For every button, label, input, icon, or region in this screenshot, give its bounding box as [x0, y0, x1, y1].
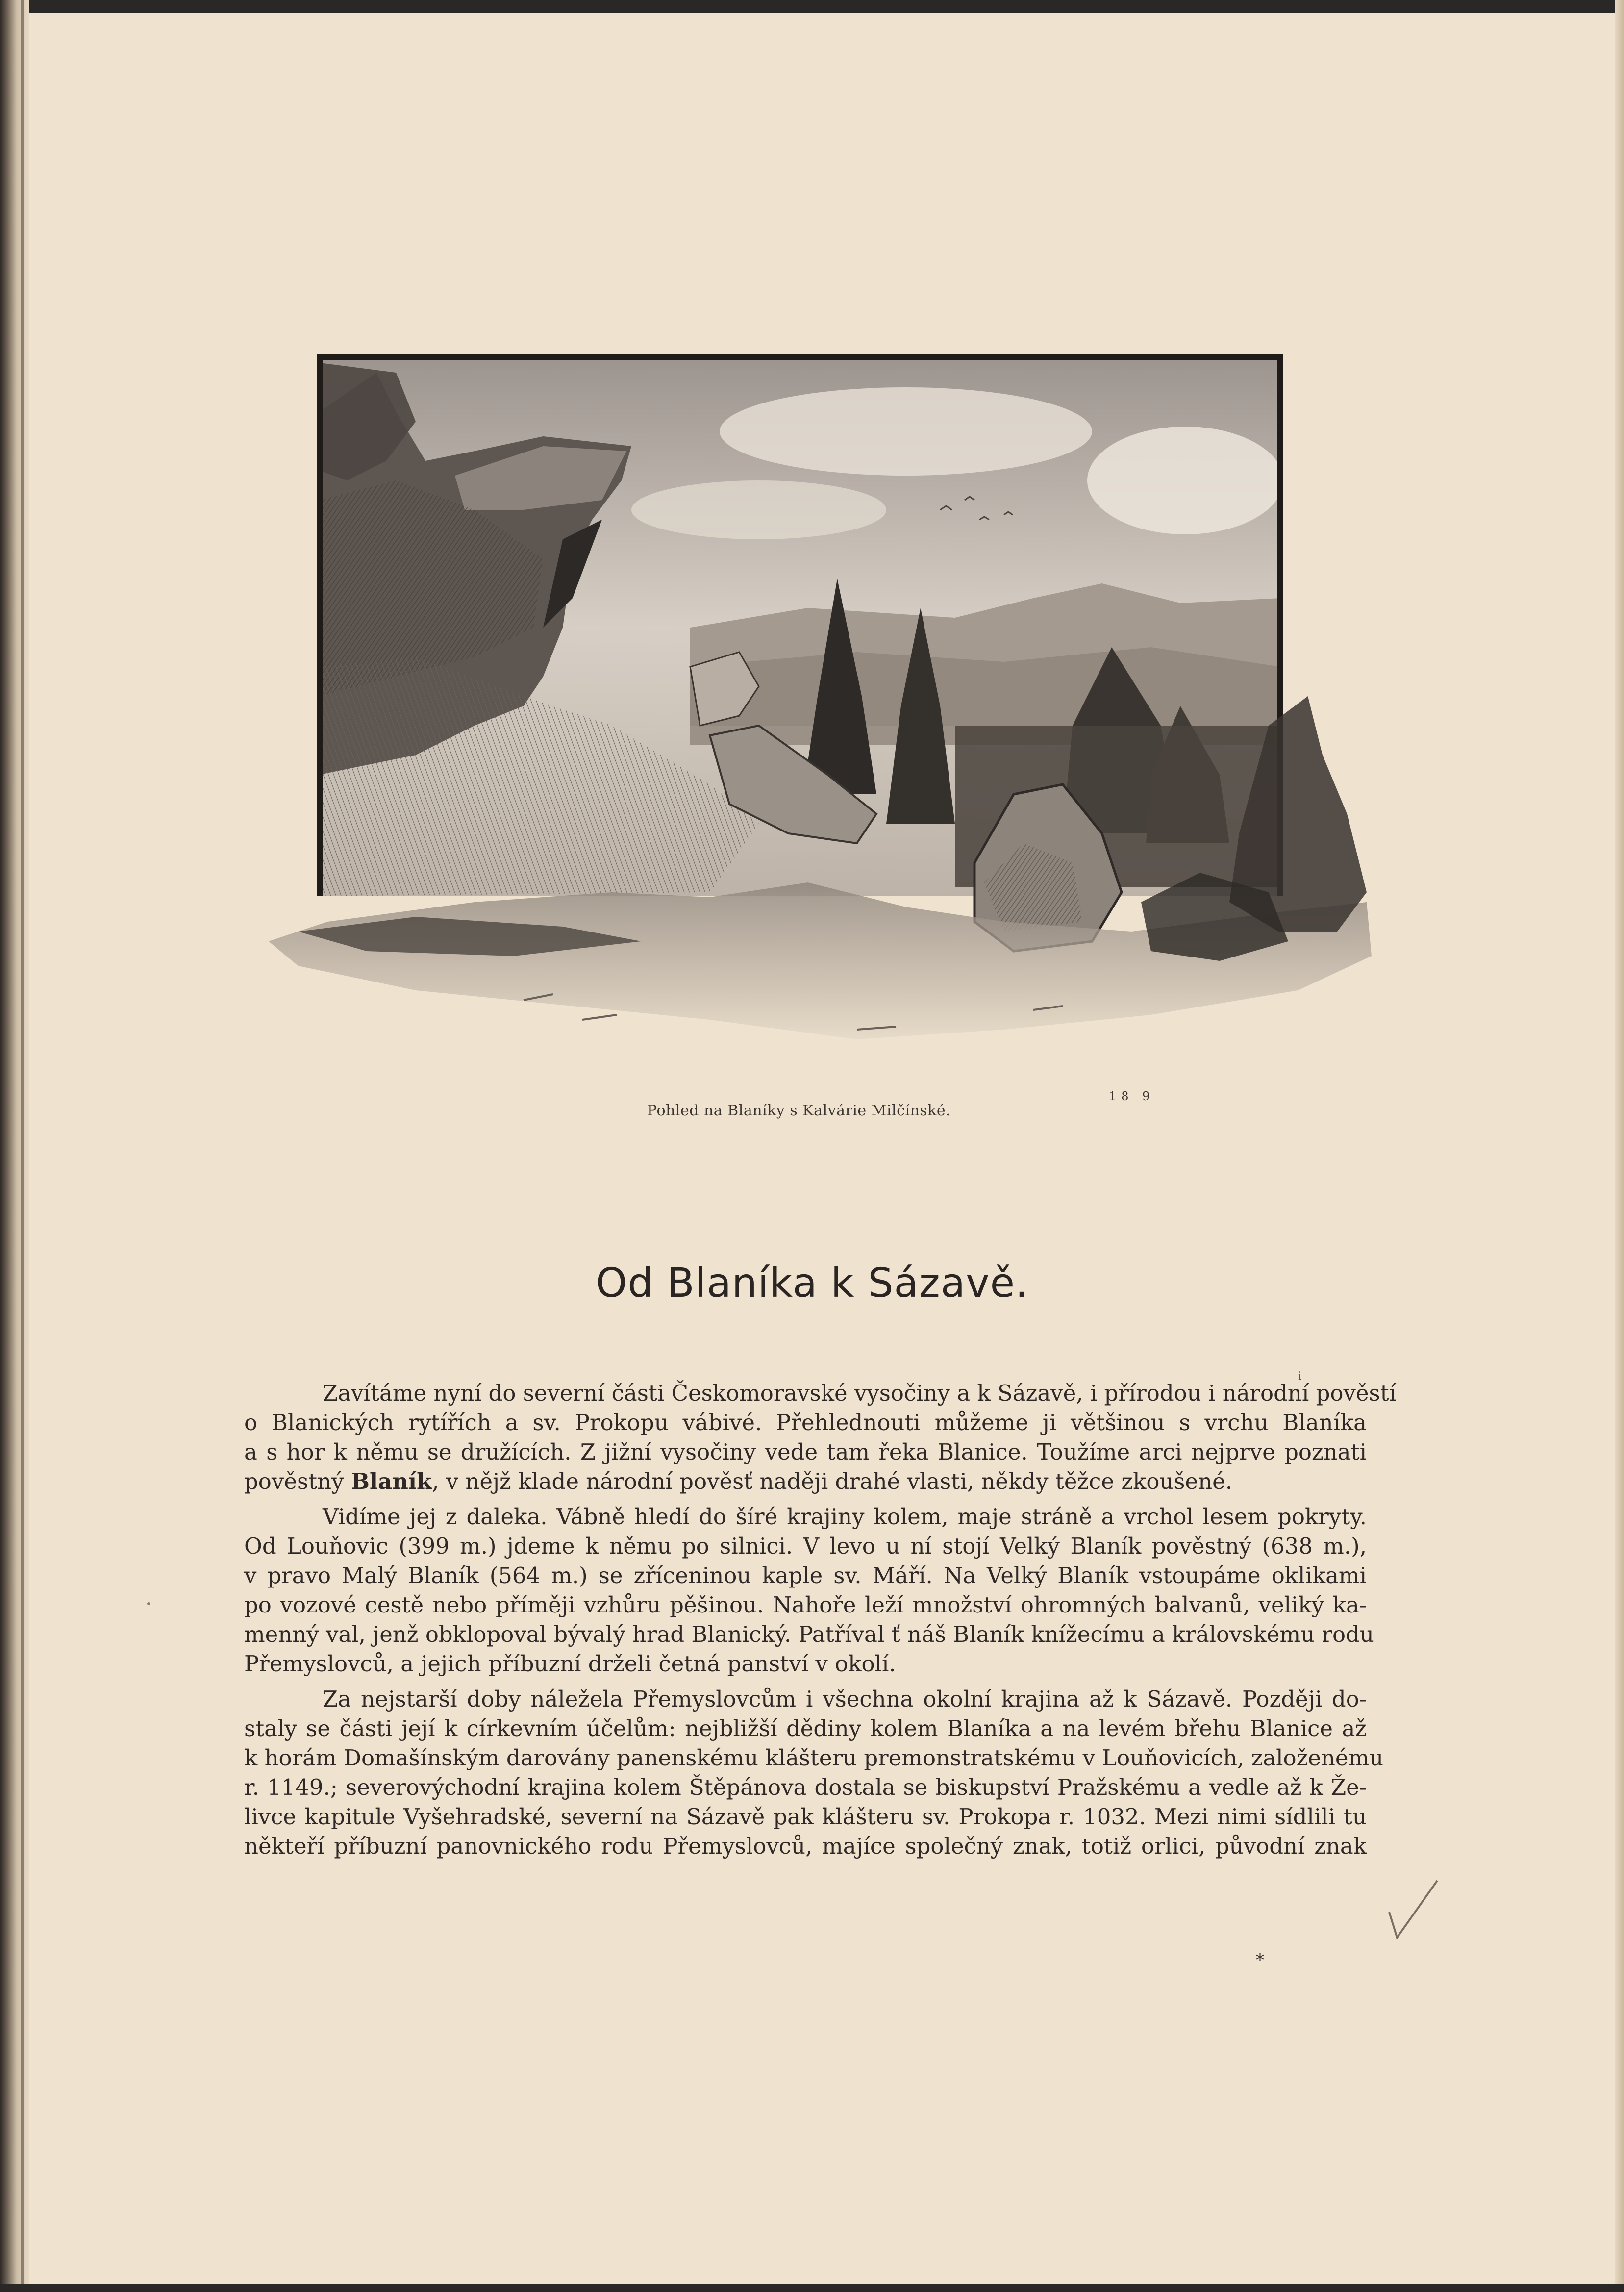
gutter-line [21, 0, 24, 2292]
text-line: v pravo Malý Blaník (564 m.) se zříceninou kaple sv. Máří. Na Velký Blaník vstoupáme oklikami [244, 1562, 1367, 1588]
text-line: a s hor k němu se družících. Z jižní vysočiny vede tam řeka Blanice. Toužíme arci nejprve poznati [244, 1439, 1367, 1465]
body-text [244, 1379, 1397, 1861]
text-line: Zavítáme nyní do severní části Českomoravské vysočiny a k Sázavě, i přírodou i národní pověstí [323, 1380, 1397, 1406]
book-gutter [0, 0, 29, 2292]
folio-mark: 18 9 [1109, 1089, 1155, 1103]
footnote-asterisk: * [1256, 1950, 1264, 1970]
page-top-edge [0, 0, 1624, 13]
text-line: po vozové cestě nebo příměji vzhůru pěšinou. Nahoře leží množství ohromných balvanů, veliký ka- [244, 1592, 1367, 1618]
text-line: Od Louňovic (399 m.) jdeme k němu po silnici. V levo u ní stojí Velký Blaník pověstný (638 m.), [244, 1533, 1367, 1559]
text-line: staly se části její k církevním účelům: nejbližší dědiny kolem Blaníka a na levém břehu Blanice až [244, 1715, 1367, 1741]
text-line: Za nejstarší doby náležela Přemyslovcům i všechna okolní krajina až k Sázavě. Později do- [323, 1686, 1367, 1712]
text-line: k horám Domašínským darovány panenskému klášteru premonstratskému v Louňovicích, založenému [244, 1745, 1384, 1771]
text-line: Přemyslovců, a jejich příbuzní drželi četná panství v okolí. [244, 1651, 896, 1677]
text-line: Vidíme jej z daleka. Vábně hledí do šíré krajiny kolem, maje stráně a vrchol lesem pokryty. [323, 1504, 1367, 1530]
illustration-caption: Pohled na Blaníky s Kalvárie Milčínské. [647, 1102, 951, 1119]
page-right-edge [1615, 0, 1624, 2292]
text-segment: pověstný [244, 1468, 344, 1494]
cloud [1087, 427, 1283, 534]
text-line: někteří příbuzní panovnického rodu Přemyslovců, majíce společný znak, totiž orlici, původní znak [244, 1833, 1367, 1859]
stray-dot [147, 1602, 150, 1605]
bold-term-blanik: Blaník [350, 1468, 432, 1494]
stray-mark: i [1298, 1370, 1302, 1383]
text-line [244, 1467, 1367, 1496]
text-line: r. 1149.; severovýchodní krajina kolem Štěpánova dostala se biskupství Pražskému a vedle až k Že- [244, 1774, 1367, 1800]
pencil-check-mark [1386, 1878, 1440, 1941]
engraving-illustration [269, 353, 1372, 1059]
cloud [720, 387, 1092, 476]
cloud [631, 480, 886, 539]
text-line: menný val, jenž obklopoval bývalý hrad Blanický. Patříval ť náš Blaník knížecímu a královskému rodu [244, 1621, 1374, 1647]
page-bottom-edge [0, 2284, 1624, 2292]
text-line: livce kapitule Vyšehradské, severní na Sázavě pak klášteru sv. Prokopa r. 1032. Mezi nimi sídlili tu [244, 1804, 1367, 1830]
chapter-title: Od Blaníka k Sázavě. [595, 1260, 1029, 1307]
text-segment: , v nějž klade národní pověsť naději drahé vlasti, někdy těžce zkoušené. [432, 1468, 1233, 1494]
text-line: o Blanických rytířích a sv. Prokopu vábivé. Přehlednouti můžeme ji většinou s vrchu Blaníka [244, 1410, 1367, 1436]
